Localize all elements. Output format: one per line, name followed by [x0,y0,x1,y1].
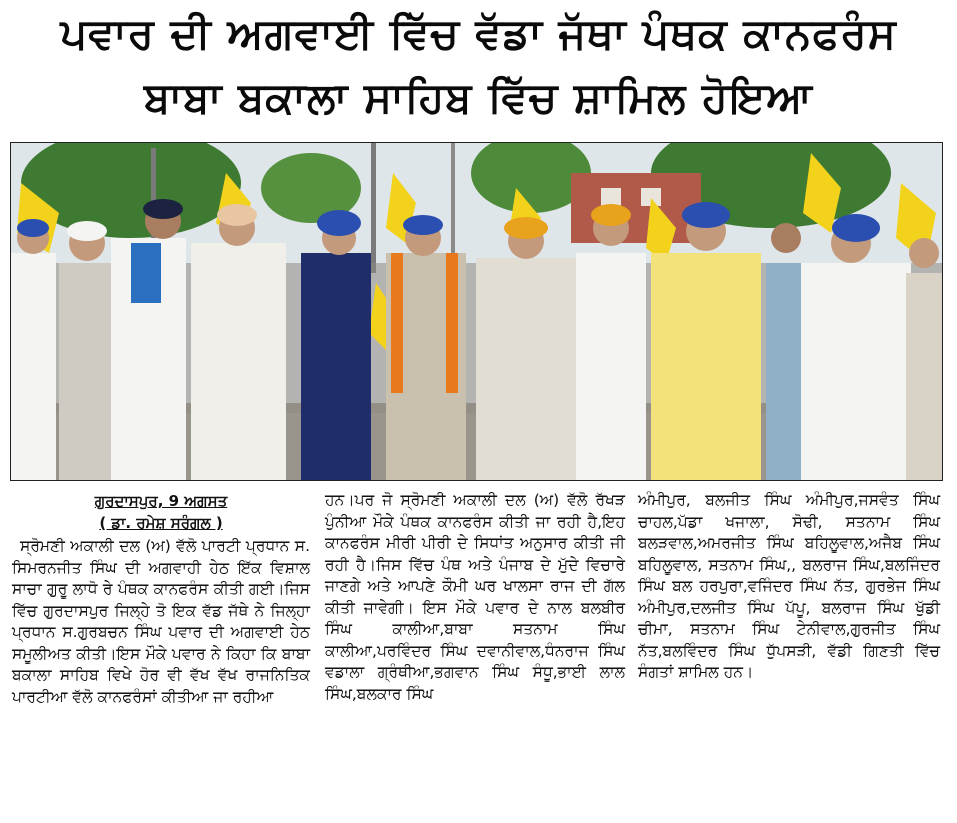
article-column-1 [12,490,310,708]
article-column-3 [638,490,940,684]
article-text-column-1: ਸ੍ਰੋਮਣੀ ਅਕਾਲੀ ਦਲ (ਅ) ਵੱਲੋ ਪਾਰਟੀ ਪ੍ਰਧਾਨ ਸ. ਸਿਮਰਨਜੀਤ ਸਿੰਘ ਦੀ ਅਗਵਾਹੀ ਹੇਠ ਇੱਕ ਵਿਸ਼ਾਲ ਸਾਚਾ ਗੁਰੂ ਲਾਧੋ ਰੇ ਪੰਥਕ ਕਾਨਫਰੰਸ ਕੀਤੀ ਗਈ।ਜਿਸ ਵਿੱਚ ਗੁਰਦਾਸਪੁਰ ਜਿਲ੍ਹੇ ਤੋ ਇਕ ਵੱਡ ਜੱਥੇ ਨੇ ਜਿਲ੍ਹਾ ਪ੍ਰਧਾਨ ਸ.ਗੁਰਬਚਨ ਸਿੰਘ ਪਵਾਰ ਦੀ ਅਗਵਾਈ ਹੇਠ ਸਮੂਲੀਅਤ ਕੀਤੀ।ਇਸ ਮੌਕੇ ਪਵਾਰ ਨੇ ਕਿਹਾ ਕਿ ਬਾਬਾ ਬਕਾਲਾ ਸਾਹਿਬ ਵਿਖੇ ਹੋਰ ਵੀ ਵੱਖ ਵੱਖ ਰਾਜਨਿਤਿਕ ਪਾਰਟੀਆ ਵੱਲੋ ਕਾਨਫਰੰਸਾਂ ਕੀਤੀਆ ਜਾ ਰਹੀਆ [12,537,310,706]
article-text-column-3: ਅੰਮੀਪੁਰ, ਬਲਜੀਤ ਸਿੰਘ ਅੰਮੀਪੁਰ,ਜਸਵੰਤ ਸਿੰਘ ਚਾਹਲ,ਪੱਡਾ ਖਜਾਲਾ, ਸੋਢੀ, ਸਤਨਾਮ ਸਿੰਘ ਬਲੜਵਾਲ,ਅਮਰਜੀਤ ਸਿੰਘ ਬਹਿਲੂਵਾਲ,ਅਜੈਬ ਸਿੰਘ ਬਹਿਲੂਵਾਲ, ਸਤਨਾਮ ਸਿੰਘ,, ਬਲਰਾਜ ਸਿੰਘ,ਬਲਜਿੰਦਰ ਸਿੰਘ ਬਲ ਹਰਪੁਰਾ,ਵਜਿੰਦਰ ਸਿੰਘ ਨੱਤ, ਗੁਰਭੇਜ ਸਿੰਘ ਅੰਮੀਪੁਰ,ਦਲਜੀਤ ਸਿੰਘ ਪੱਪੂ, ਬਲਰਾਜ ਸਿੰਘ ਖੁੱਡੀ ਚੀਮਾ, ਸਤਨਾਮ ਸਿੰਘ ਟੇਨੀਵਾਲ,ਗੁਰਜੀਤ ਸਿੰਘ ਨੱਤ,ਬਲਵਿੰਦਰ ਸਿੰਘ ਧੁੱਪਸੜੀ, ਵੱਡੀ ਗਿਣਤੀ ਵਿੱਚ ਸੰਗਤਾਂ ਸ਼ਾਮਿਲ ਹਨ। [638,491,940,681]
headline-line-1: ਪਵਾਰ ਦੀ ਅਗਵਾਈ ਵਿੱਚ ਵੱਡਾ ਜੱਥਾ ਪੰਥਕ ਕਾਨਫਰੰਸ [60,9,897,58]
article-text-column-2: ਹਨ।ਪਰ ਜੋ ਸ੍ਰੋਮਣੀ ਅਕਾਲੀ ਦਲ (ਅ) ਵੱਲੋ ਰੱਖੜ ਪੁੰਨੀਆ ਮੌਕੇ ਪੰਥਕ ਕਾਨਫਰੰਸ ਕੀਤੀ ਜਾ ਰਹੀ ਹੈ,ਇਹ ਕਾਨਫਰੰਸ ਮੀਰੀ ਪੀਰੀ ਦੇ ਸਿਧਾਂਤ ਅਨੁਸਾਰ ਕੀਤੀ ਜੀ ਰਹੀ ਹੈ।ਜਿਸ ਵਿੱਚ ਪੰਥ ਅਤੇ ਪੰਜਾਬ ਦੇ ਮੁੱਦੇ ਵਿਚਾਰੇ ਜਾਣਗੇ ਅਤੇ ਆਪਣੇ ਕੌਮੀ ਘਰ ਖਾਲਸਾ ਰਾਜ ਦੀ ਗੱਲ ਕੀਤੀ ਜਾਵੇਗੀ। ਇਸ ਮੌਕੇ ਪਵਾਰ ਦੇ ਨਾਲ ਬਲਬੀਰ ਸਿੰਘ ਕਾਲੀਆ,ਬਾਬਾ ਸਤਨਾਮ ਸਿੰਘ ਕਾਲੀਆ,ਪਰਵਿੰਦਰ ਸਿੰਘ ਦਵਾਨੀਵਾਲ,ਧੰਨਰਾਜ ਸਿੰਘ ਵਡਾਲਾ ਗ੍ਰੰਥੀਆ,ਭਗਵਾਨ ਸਿੰਘ ਸੰਧੂ,ਭਾਈ ਲਾਲ ਸਿੰਘ,ਬਲਕਾਰ ਸਿੰਘ [325,491,625,703]
dateline: ਗੁਰਦਾਸਪੁਰ, 9 ਅਗਸਤ [94,492,228,510]
byline: ( ਡਾ. ਰਮੇਸ਼ ਸਰੰਗਲ ) [99,514,223,532]
news-photo [10,142,943,481]
article-column-2 [325,490,625,705]
headline-line-2: ਬਾਬਾ ਬਕਾਲਾ ਸਾਹਿਬ ਵਿੱਚ ਸ਼ਾਮਿਲ ਹੋਇਆ [144,73,813,122]
